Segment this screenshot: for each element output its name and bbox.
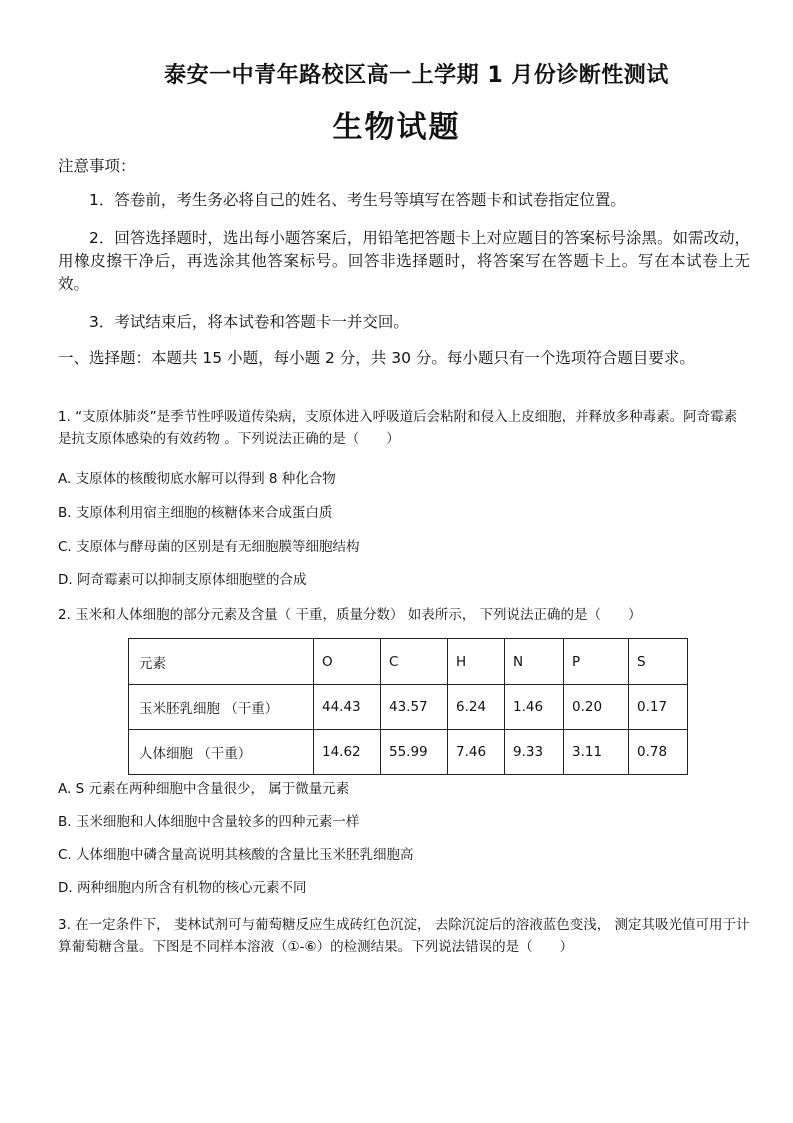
question-2-option-d: D. 两种细胞内所含有机物的核心元素不同	[58, 880, 307, 896]
table-header-cell: C	[381, 639, 448, 685]
table-cell: 14.62	[314, 730, 381, 775]
question-3-stem: 3. 在一定条件下， 斐林试剂可与葡萄糖反应生成砖红色沉淀， 去除沉淀后的溶液蓝色变浅， 测定其吸光值可用于计算葡萄糖含量。下图是不同样本溶液（①-⑥）的检测结果。下列说法错误的是（ ）	[58, 917, 750, 955]
table-cell: 0.17	[629, 685, 688, 730]
table-header-cell: 元素	[129, 639, 314, 685]
question-2-option-c: C. 人体细胞中磷含量高说明其核酸的含量比玉米胚乳细胞高	[58, 847, 414, 863]
table-header-cell: O	[314, 639, 381, 685]
notice-heading: 注意事项：	[58, 157, 136, 175]
exam-title: 泰安一中青年路校区高一上学期 1 月份诊断性测试	[164, 63, 669, 88]
section-heading-choice: 一、选择题：本题共 15 小题，每小题 2 分，共 30 分。每小题只有一个选项符合题目要求。	[58, 349, 695, 367]
question-1-option-c: C. 支原体与酵母菌的区别是有无细胞膜等细胞结构	[58, 539, 360, 555]
table-cell: 9.33	[505, 730, 564, 775]
question-1-option-d: D. 阿奇霉素可以抑制支原体细胞壁的合成	[58, 572, 307, 588]
table-cell: 43.57	[381, 685, 448, 730]
table-cell: 3.11	[564, 730, 629, 775]
question-2-option-b: B. 玉米细胞和人体细胞中含量较多的四种元素一样	[58, 814, 360, 830]
table-header-cell: H	[448, 639, 505, 685]
exam-subtitle: 生物试题	[332, 110, 461, 145]
question-2-option-a: A. S 元素在两种细胞中含量很少， 属于微量元素	[58, 781, 350, 797]
notice-item-1: 1．答卷前，考生务必将自己的姓名、考生号等填写在答题卡和试卷指定位置。	[89, 191, 626, 209]
question-2-stem: 2. 玉米和人体细胞的部分元素及含量（ 干重，质量分数） 如表所示， 下列说法正确的是（ ）	[58, 607, 642, 623]
element-content-table	[128, 638, 688, 775]
table-cell: 1.46	[505, 685, 564, 730]
table-cell: 0.78	[629, 730, 688, 775]
notice-item-2: 2．回答选择题时，选出每小题答案后，用铅笔把答题卡上对应题目的答案标号涂黑。如需改动，用橡皮擦干净后，再选涂其他答案标号。回答非选择题时，将答案写在答题卡上。写在本试卷上无效。	[58, 229, 750, 293]
table-cell: 人体细胞 （干重）	[129, 730, 314, 775]
table-cell: 55.99	[381, 730, 448, 775]
table-header-cell: P	[564, 639, 629, 685]
table-cell: 7.46	[448, 730, 505, 775]
question-1-option-a: A. 支原体的核酸彻底水解可以得到 8 种化合物	[58, 471, 336, 487]
notice-item-3: 3．考试结束后，将本试卷和答题卡一并交回。	[89, 313, 409, 331]
table-row	[129, 685, 688, 730]
table-cell: 0.20	[564, 685, 629, 730]
table-header-row	[129, 639, 688, 685]
table-header-cell: S	[629, 639, 688, 685]
table-cell: 玉米胚乳细胞 （干重）	[129, 685, 314, 730]
table-row	[129, 730, 688, 775]
question-1-stem: 1. “支原体肺炎”是季节性呼吸道传染病，支原体进入呼吸道后会粘附和侵入上皮细胞，并释放多种毒素。阿奇霉素是抗支原体感染的有效药物 。下列说法正确的是（ ）	[58, 409, 738, 447]
question-1-option-b: B. 支原体利用宿主细胞的核糖体来合成蛋白质	[58, 505, 333, 521]
table-cell: 6.24	[448, 685, 505, 730]
table-cell: 44.43	[314, 685, 381, 730]
table-header-cell: N	[505, 639, 564, 685]
